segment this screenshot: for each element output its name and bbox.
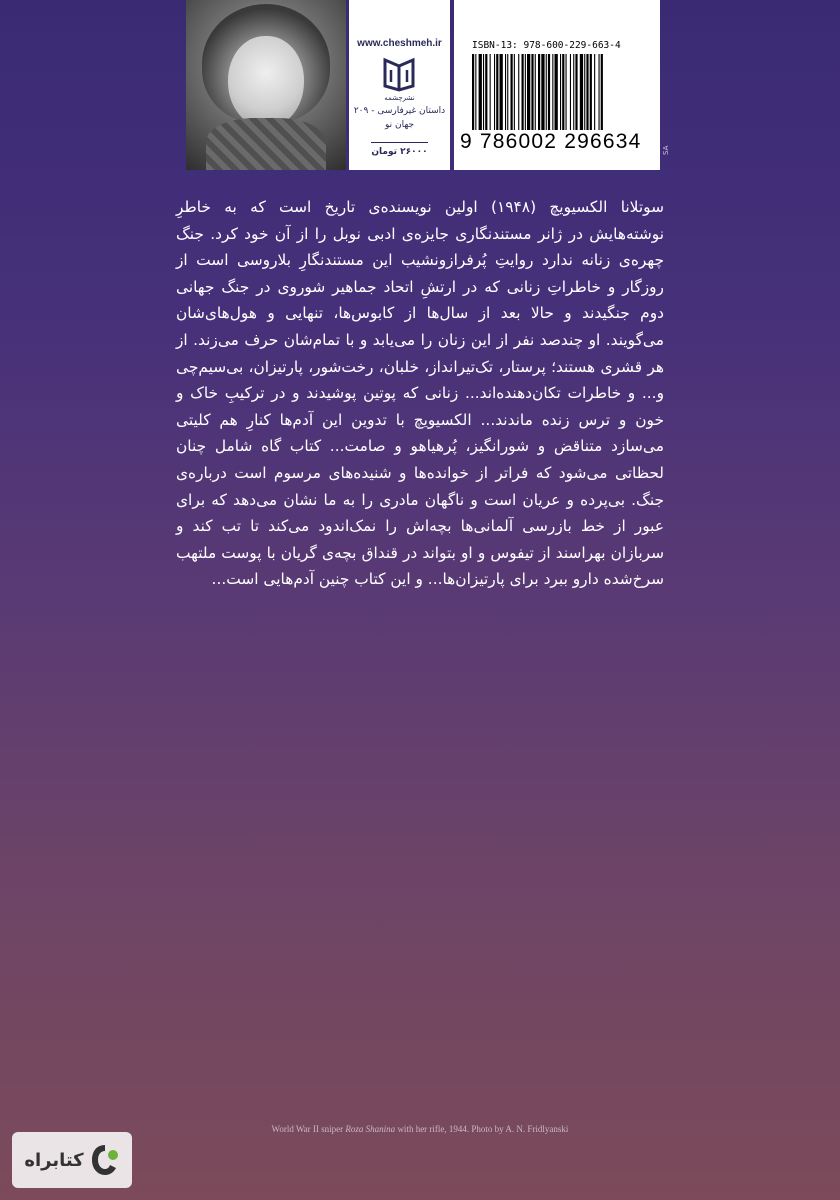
barcode-bar bbox=[490, 54, 491, 130]
barcode-bar bbox=[472, 54, 474, 130]
barcode-bar bbox=[548, 54, 550, 130]
barcode-bar bbox=[514, 54, 515, 130]
barcode-bar bbox=[546, 54, 547, 130]
barcode-bar bbox=[538, 54, 540, 130]
cheshmeh-logo-icon bbox=[382, 56, 416, 92]
barcode-bar bbox=[507, 54, 508, 130]
photo-credit-before: World War II sniper bbox=[271, 1124, 346, 1134]
barcode-bar bbox=[562, 54, 564, 130]
barcode-bar bbox=[575, 54, 577, 130]
barcode-bar bbox=[566, 54, 567, 130]
barcode-bar bbox=[525, 54, 526, 130]
barcode-bar bbox=[500, 54, 503, 130]
barcode-bar bbox=[483, 54, 484, 130]
barcode-bar bbox=[531, 54, 533, 130]
subseries-label: جهان نو bbox=[384, 120, 415, 130]
barcode-bar bbox=[505, 54, 506, 130]
photo-credit-after: with her rifle, 1944. Photo by A. N. Fridlyanski bbox=[395, 1124, 569, 1134]
barcode-bar bbox=[541, 54, 544, 130]
barcode-bar bbox=[599, 54, 600, 130]
watermark-text: کتابراه bbox=[24, 1149, 84, 1171]
barcode-bar bbox=[485, 54, 487, 130]
back-cover-blurb: سوتلانا الکسیویچ (۱۹۴۸) اولین نویسنده‌ی تاریخ است که به خاطرِ نوشته‌هایش در ژانر مستندنگاری جایزه‌ی ادبی نوبل را از آن خود کرد. جنگ چهره‌ی زنانه ندارد روایتِ پُرفرازونشیب این مستندنگارِ بلاروسی است از روزگار و خاطراتِ زنانی که در ارتشِ اتحاد جماهیر شوروی در جنگ جهانی دوم جنگیدند و حالا بعد از سال‌ها از کابوس‌ها، تنهایی و هول‌های‌شان می‌گویند. او چندصد نفر از این زنان را می‌یابد و با تمام‌شان حرف می‌زند. از هر قشری هستند؛ پرستار، تک‌تیرانداز، خلبان، رخت‌شور، پارتیزان، بی‌سیم‌چی و... و خاطرات تکان‌دهنده‌اند... زنانی که پوتین پوشیدند و در ترکیبِ خاک و خون و ترس زنده ماندند... الکسیویچ با تدوین این آدم‌ها کنارِ هم کلیتی می‌سازد متناقض و شورانگیز، پُرهیاهو و صامت... کتاب گاه شامل چنان لحظاتی می‌شود که فراتر از خوانده‌ها و شنیده‌های مرسوم است درباره‌ی جنگ. بی‌پرده و عریان است و ناگهان مادری را به ما نشان می‌دهد که برای عبور از خط بازرسی آلمانی‌ها بچه‌اش را نمک‌اندود می‌کند تا تب کند و سربازان بهراسند از تیفوس و او بتواند در قنداق بچه‌ی گریان با پوست ملتهب سرخ‌شده دارو ببرد برای پارتیزان‌ها... و این کتاب چنین آدم‌هایی است... bbox=[176, 198, 664, 589]
barcode-bar bbox=[601, 54, 603, 130]
barcode-bar bbox=[580, 54, 583, 130]
barcode-bar bbox=[570, 54, 571, 130]
barcode-bar bbox=[584, 54, 585, 130]
publisher-imprint: نشرچشمه bbox=[384, 94, 415, 102]
credit-mark: SA bbox=[662, 145, 670, 155]
barcode-digits: 9 786002 296634 bbox=[460, 130, 642, 153]
barcode-bar bbox=[522, 54, 524, 130]
barcode-bar bbox=[496, 54, 498, 130]
barcode-bar bbox=[590, 54, 592, 130]
author-portrait bbox=[186, 0, 346, 170]
barcode-bar bbox=[479, 54, 482, 130]
barcode-bar bbox=[552, 54, 553, 130]
ketabrah-logo-icon bbox=[90, 1143, 120, 1177]
barcode-bars bbox=[472, 54, 644, 130]
portrait-scarf bbox=[206, 118, 326, 170]
photo-credit-name: Roza Shanina bbox=[345, 1124, 396, 1134]
isbn-text: ISBN-13: 978-600-229-663-4 bbox=[472, 40, 621, 51]
series-label: داستان غیرفارسی - ۲۰۹ bbox=[353, 106, 446, 116]
barcode-bar bbox=[586, 54, 588, 130]
barcode-bar bbox=[560, 54, 561, 130]
barcode-bar bbox=[535, 54, 536, 130]
barcode-bar bbox=[594, 54, 595, 130]
ketabrah-watermark bbox=[12, 1132, 132, 1188]
barcode-bar bbox=[494, 54, 495, 130]
barcode-bar bbox=[527, 54, 530, 130]
barcode-bar bbox=[511, 54, 513, 130]
publisher-url: www.cheshmeh.ir bbox=[357, 38, 442, 49]
barcode-bar bbox=[573, 54, 574, 130]
price-label: ۲۶۰۰۰ تومان bbox=[371, 142, 428, 157]
barcode-panel bbox=[454, 0, 660, 170]
barcode-bar bbox=[518, 54, 519, 130]
barcode-bar bbox=[475, 54, 476, 130]
barcode-bar bbox=[555, 54, 558, 130]
portrait-face bbox=[228, 36, 304, 128]
publisher-panel bbox=[349, 0, 450, 170]
